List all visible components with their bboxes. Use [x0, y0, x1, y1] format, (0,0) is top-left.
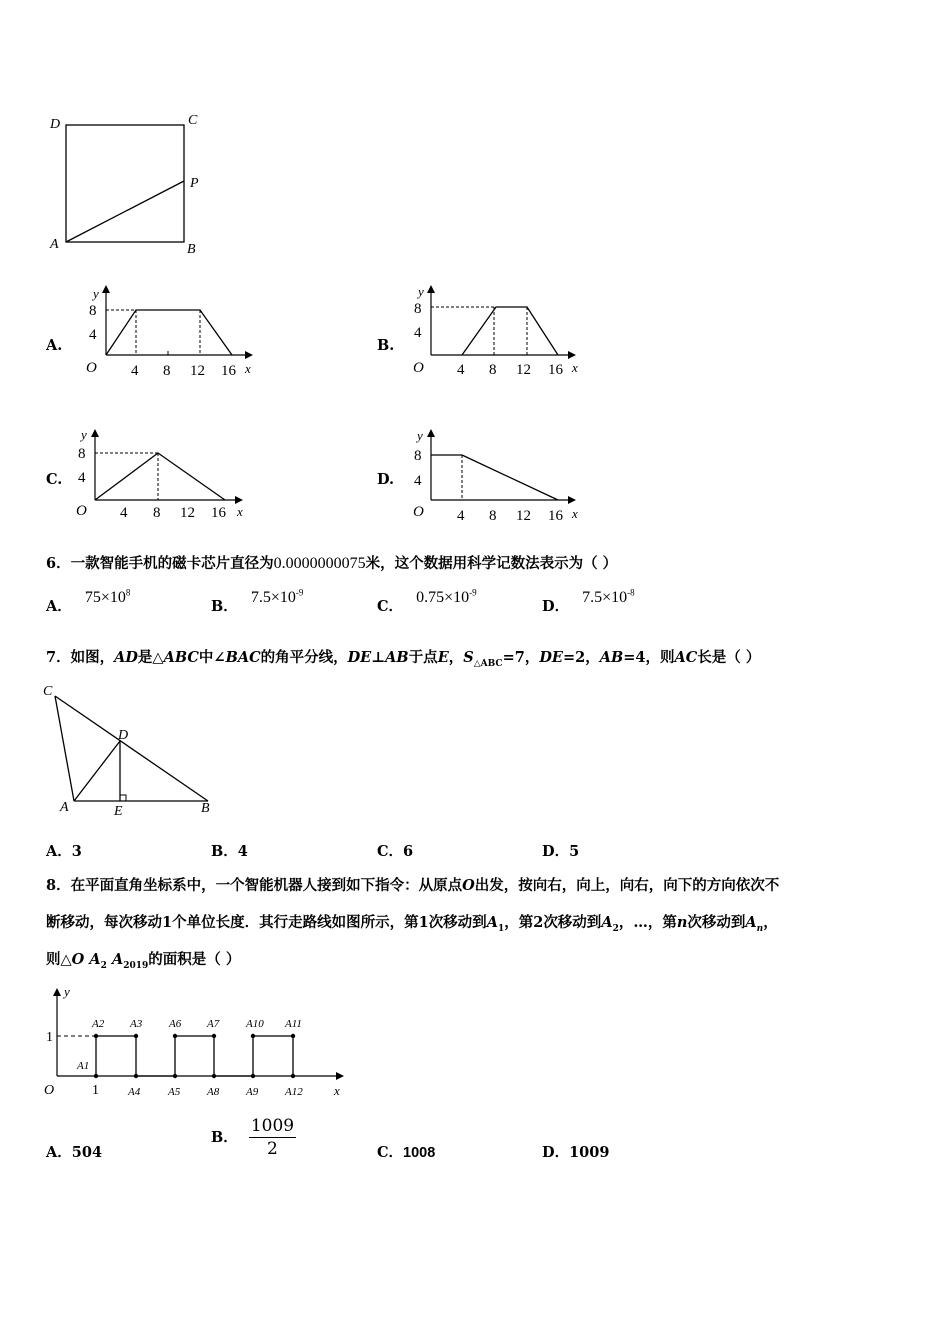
- label-a1: A1: [77, 1060, 90, 1072]
- y-tick-4: 4: [414, 325, 422, 341]
- q6-text-after: 米，这个数据用科学记数法表示为（ ）: [365, 555, 618, 572]
- option-letter: B．: [211, 598, 238, 615]
- label-a3: A3: [130, 1018, 143, 1030]
- q5-graph-b[interactable]: [400, 283, 590, 383]
- square-figure: [40, 105, 220, 260]
- y-tick-8: 8: [414, 301, 422, 317]
- fraction: $\frac{1009}{2}$: [250, 1116, 295, 1159]
- q5-option-a-letter[interactable]: A.: [46, 337, 63, 354]
- label-a5: A5: [168, 1086, 181, 1098]
- label-a2: A2: [92, 1018, 105, 1030]
- x-tick-4: 4: [131, 363, 139, 379]
- origin: O: [44, 1083, 55, 1098]
- axis-y: y: [81, 427, 87, 442]
- q5-graph-a[interactable]: [75, 283, 265, 383]
- label-c: C: [43, 684, 53, 699]
- q6-option-c[interactable]: [377, 587, 477, 616]
- label-a9: A9: [246, 1086, 259, 1098]
- x-tick-1: 1: [92, 1083, 99, 1098]
- y-tick-8: 8: [78, 446, 86, 462]
- x-tick-16: 16: [548, 362, 563, 378]
- y-tick-1: 1: [46, 1030, 53, 1045]
- label-a8: A8: [207, 1086, 220, 1098]
- x-tick-4: 4: [457, 362, 465, 378]
- q5-graph-d[interactable]: [400, 425, 590, 525]
- x-tick-16: 16: [548, 508, 563, 524]
- label-d: D: [118, 728, 129, 743]
- sci-notation: $7.5\times 10^{-8}$: [582, 587, 635, 606]
- x-tick-16: 16: [221, 363, 236, 379]
- label-b: B: [201, 801, 210, 816]
- x-tick-8: 8: [489, 362, 497, 378]
- q5-option-d-letter[interactable]: D.: [377, 471, 395, 488]
- label-a10: A10: [246, 1018, 264, 1030]
- q7-option-a[interactable]: A．3: [46, 843, 82, 860]
- q6-stem: [46, 552, 617, 573]
- x-tick-4: 4: [457, 508, 465, 524]
- q8-option-a[interactable]: A．504: [46, 1144, 103, 1161]
- axis-x: x: [245, 361, 251, 376]
- axis-y: y: [417, 428, 423, 443]
- y-tick-4: 4: [414, 473, 422, 489]
- q6-option-a[interactable]: [46, 587, 131, 616]
- q8-path-figure: [40, 980, 360, 1105]
- q5-option-b-letter[interactable]: B.: [377, 337, 395, 354]
- q6-option-b[interactable]: [211, 587, 304, 616]
- x-tick-16: 16: [211, 505, 226, 521]
- q8-stem-line2: 断移动，每次移动1个单位长度．其行走路线如图所示，第1次移动到$A_1$，第2次移动到$A_2$，…，第n次移动到$A_n$，: [46, 914, 778, 934]
- axis-x: x: [572, 360, 578, 375]
- label-c: C: [188, 113, 198, 128]
- x-tick-12: 12: [180, 505, 195, 521]
- label-a: A: [50, 237, 59, 252]
- q5-option-c-letter[interactable]: C.: [46, 471, 63, 488]
- origin: O: [413, 360, 424, 376]
- q5-graph-c[interactable]: [65, 425, 265, 525]
- sci-notation: $0.75\times 10^{-9}$: [416, 587, 477, 606]
- label-d: D: [50, 117, 61, 132]
- x-tick-12: 12: [516, 362, 531, 378]
- q8-option-d[interactable]: D．1009: [542, 1144, 610, 1161]
- label-p: P: [190, 176, 199, 191]
- axis-y: y: [418, 284, 424, 299]
- sci-notation: $7.5\times 10^{-9}$: [250, 587, 304, 606]
- label-b: B: [187, 242, 196, 257]
- label-a7: A7: [207, 1018, 220, 1030]
- q6-number: 0.0000000075: [273, 555, 366, 572]
- x-tick-12: 12: [190, 363, 205, 379]
- x-tick-8: 8: [153, 505, 161, 521]
- q6-option-d[interactable]: [542, 587, 635, 616]
- axis-x: x: [572, 506, 578, 521]
- origin: O: [76, 503, 87, 519]
- option-letter: D．: [542, 598, 570, 615]
- q7-triangle-figure: [38, 680, 228, 820]
- origin: O: [413, 504, 424, 520]
- q6-text-before: 6．一款智能手机的磁卡芯片直径为: [46, 555, 274, 572]
- label-e: E: [114, 804, 123, 819]
- q8-stem-line3: 则△O $A_2$ $A_{2019}$的面积是（ ）: [46, 951, 241, 971]
- q8-option-b[interactable]: B． $\frac{1009}{2}$: [211, 1116, 295, 1159]
- label-a6: A6: [169, 1018, 182, 1030]
- x-tick-4: 4: [120, 505, 128, 521]
- q7-option-d[interactable]: D．5: [542, 843, 580, 860]
- x-tick-12: 12: [516, 508, 531, 524]
- label-a: A: [60, 800, 69, 815]
- y-tick-8: 8: [414, 448, 422, 464]
- label-a12: A12: [285, 1086, 303, 1098]
- q8-stem-line1: 8．在平面直角坐标系中，一个智能机器人接到如下指令：从原点O出发，按向右，向上，向右，向下的方向依次不: [46, 877, 780, 894]
- y-tick-8: 8: [89, 303, 97, 319]
- axis-y: y: [93, 286, 99, 301]
- label-a4: A4: [128, 1086, 141, 1098]
- q7-option-c[interactable]: C．6: [377, 843, 414, 860]
- option-letter: A．: [46, 598, 72, 615]
- y-tick-4: 4: [78, 470, 86, 486]
- q7-option-b[interactable]: B．4: [211, 843, 248, 860]
- axis-y: y: [64, 984, 70, 999]
- label-a11: A11: [285, 1018, 302, 1030]
- origin: O: [86, 360, 97, 376]
- x-tick-8: 8: [163, 363, 171, 379]
- x-tick-8: 8: [489, 508, 497, 524]
- axis-x: x: [237, 504, 243, 519]
- option-letter: C．: [377, 598, 404, 615]
- q7-stem: 7．如图，AD是△ABC中∠BAC的角平分线，DE⊥AB于点E，$S_{\triangle ABC}=7$，DE=2，AB=4，则AC长是（ ）: [46, 649, 761, 669]
- sci-notation: $75\times 10^8$: [84, 587, 131, 606]
- q8-option-c[interactable]: C．1008: [377, 1144, 436, 1161]
- y-tick-4: 4: [89, 327, 97, 343]
- axis-x: x: [334, 1083, 340, 1098]
